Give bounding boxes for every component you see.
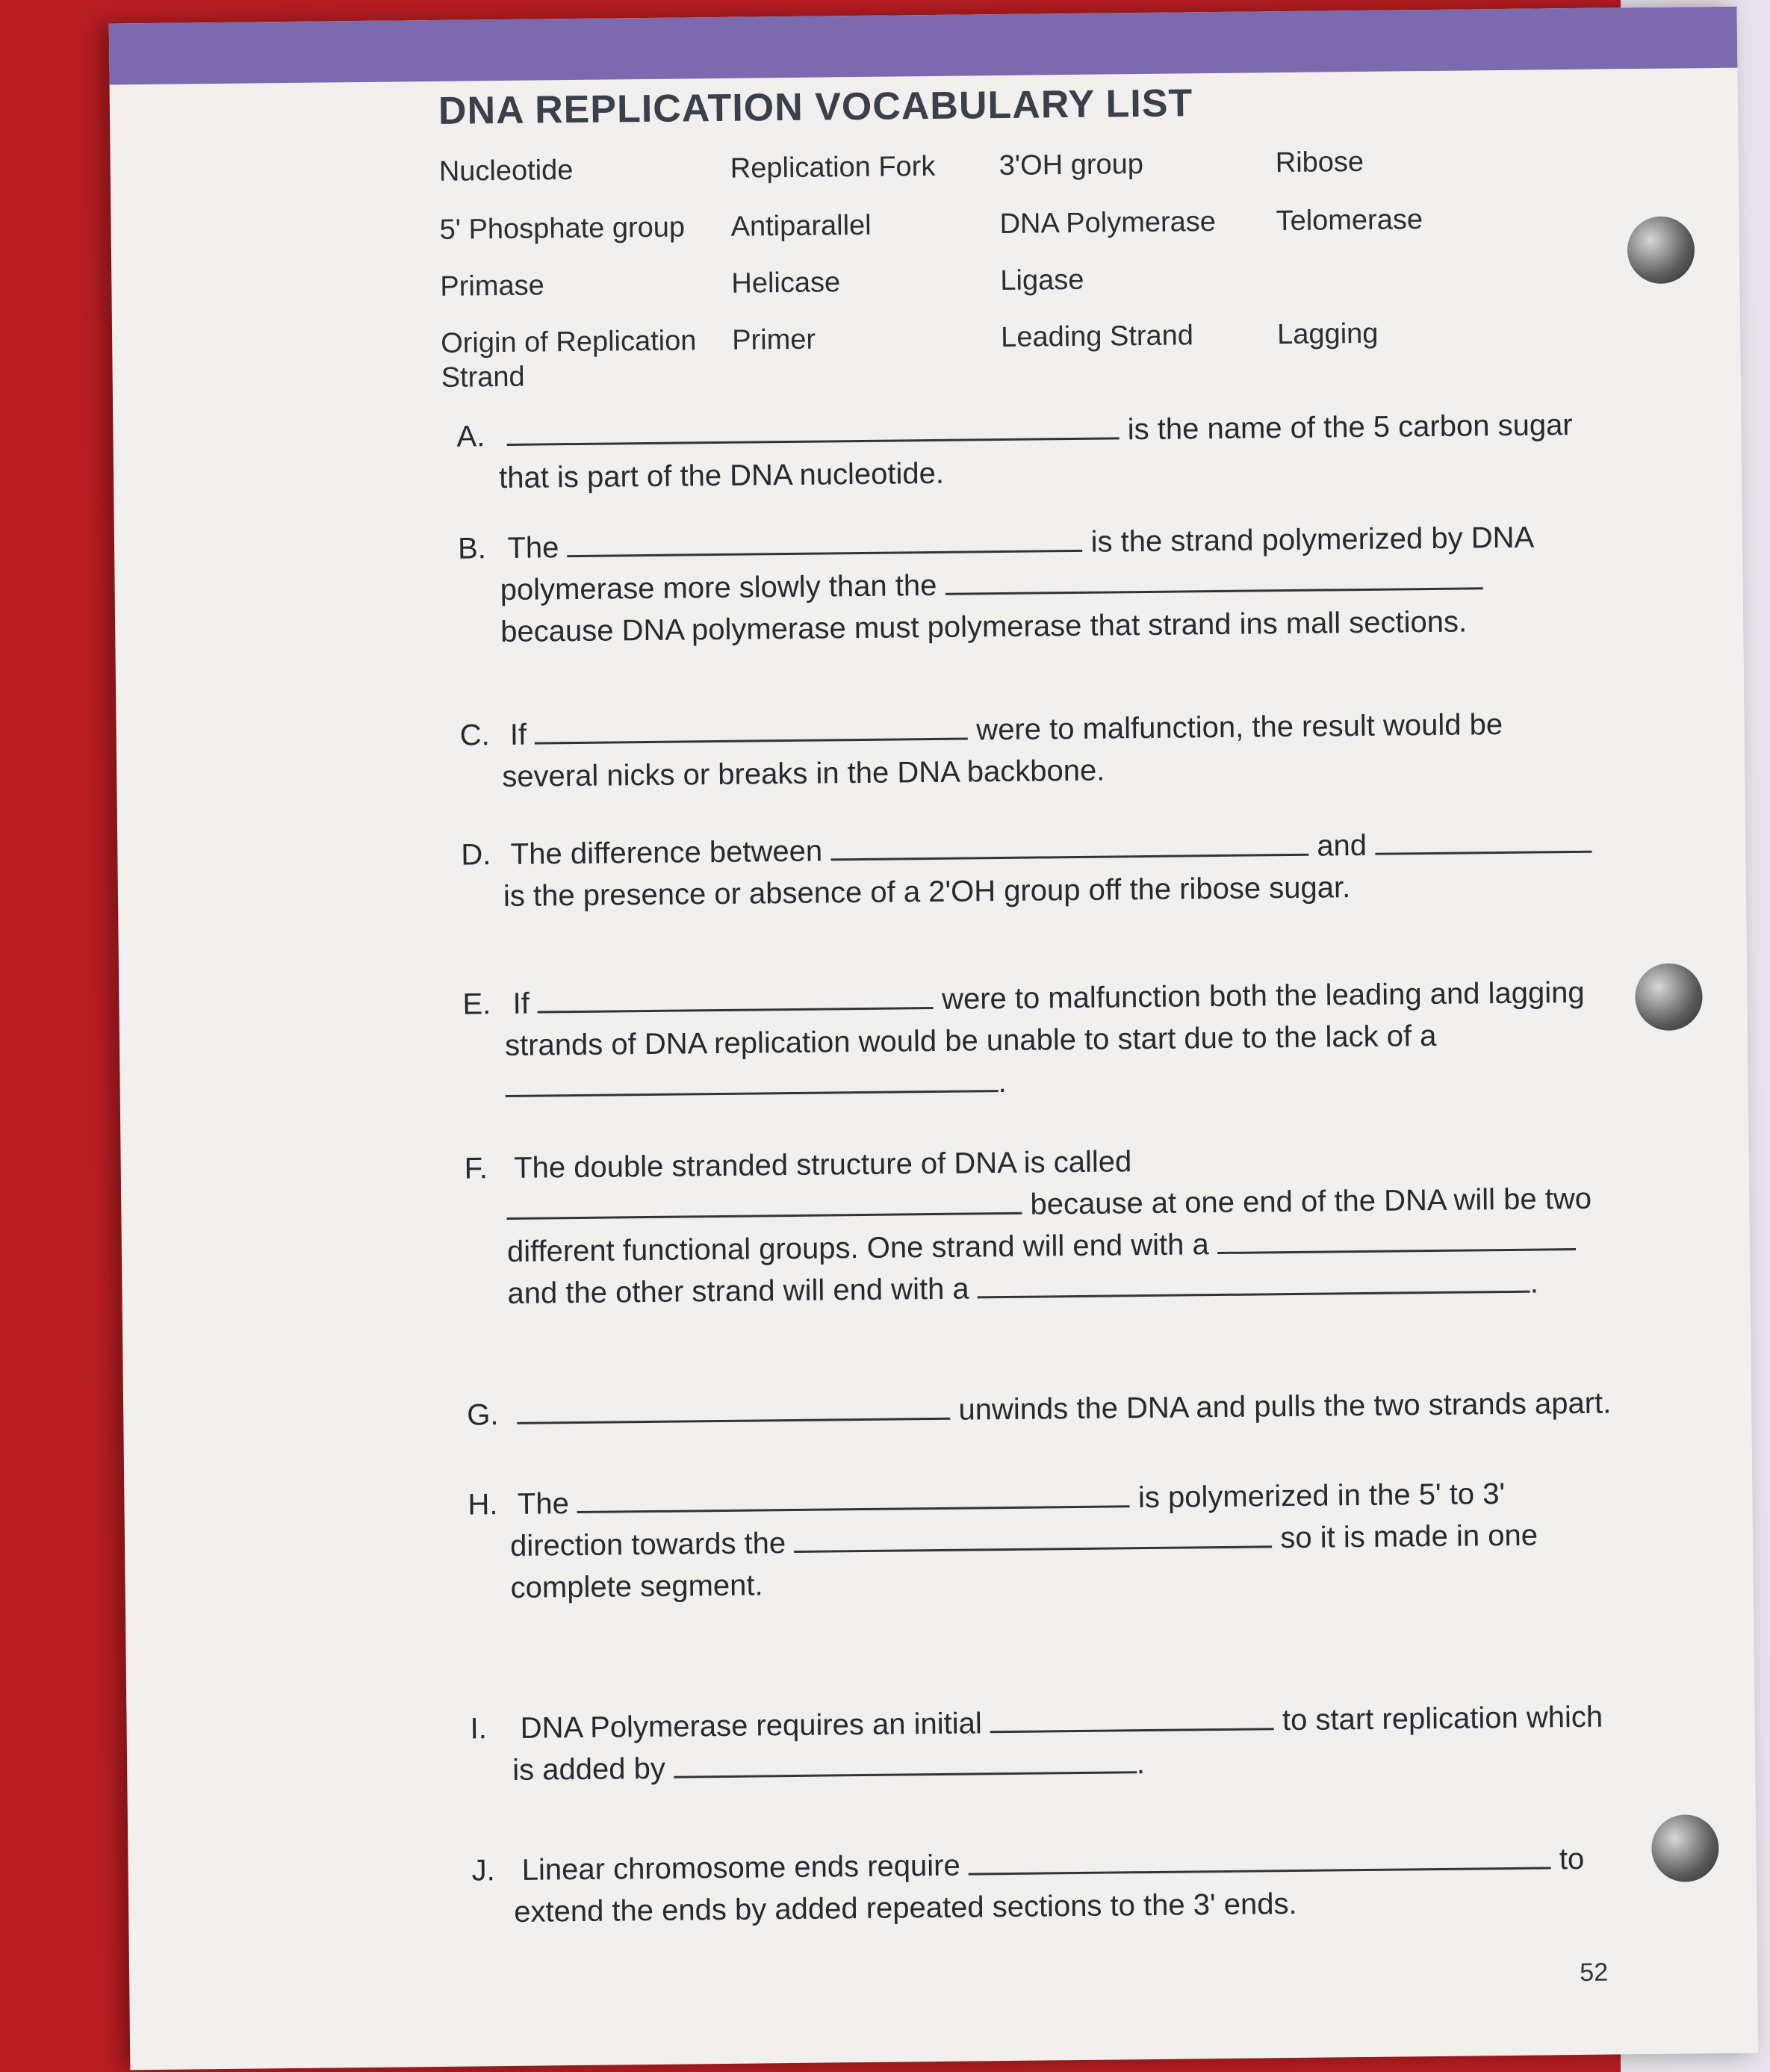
question-text: unwinds the DNA and pulls the two strands apart. bbox=[958, 1386, 1612, 1427]
question-text: were to malfunction, the result would be bbox=[976, 707, 1503, 747]
answer-blank[interactable] bbox=[1375, 828, 1592, 855]
worksheet-page bbox=[109, 7, 1759, 2071]
question-text: Linear chromosome ends require bbox=[521, 1849, 960, 1887]
question-text: is polymerized in the 5' to 3' bbox=[1137, 1477, 1506, 1515]
question-h bbox=[468, 1473, 1538, 1610]
question-letter: F. bbox=[464, 1152, 488, 1185]
vocab-word: Ligase bbox=[1000, 264, 1084, 297]
question-text: . bbox=[1136, 1747, 1146, 1781]
answer-blank[interactable] bbox=[945, 565, 1482, 595]
question-letter: E. bbox=[462, 987, 491, 1021]
question-text: is the strand polymerized by DNA bbox=[1090, 521, 1535, 559]
answer-blank[interactable] bbox=[538, 984, 934, 1014]
question-text: because DNA polymerase must polymerase that strand ins mall sections. bbox=[500, 605, 1468, 649]
question-i bbox=[470, 1696, 1603, 1792]
vocab-word: Helicase bbox=[731, 267, 841, 300]
question-text: . bbox=[1530, 1266, 1539, 1300]
answer-blank[interactable] bbox=[990, 1705, 1274, 1733]
vocab-word: DNA Polymerase bbox=[999, 205, 1217, 241]
question-text: and the other strand will end with a bbox=[507, 1272, 969, 1310]
answer-blank[interactable] bbox=[517, 1395, 950, 1424]
question-text: . bbox=[998, 1065, 1007, 1099]
question-text: and bbox=[1317, 828, 1367, 863]
question-c bbox=[459, 704, 1503, 798]
question-text: The bbox=[507, 531, 559, 565]
answer-blank[interactable] bbox=[567, 527, 1082, 557]
vocab-word: Strand bbox=[441, 361, 525, 394]
question-text: direction towards the bbox=[509, 1527, 786, 1563]
question-text: The difference between bbox=[510, 834, 823, 871]
question-e bbox=[462, 972, 1586, 1109]
question-text: The double stranded structure of DNA is called bbox=[513, 1145, 1132, 1185]
answer-blank[interactable] bbox=[506, 1190, 1022, 1220]
question-f bbox=[465, 1136, 1593, 1315]
vocab-word: Nucleotide bbox=[438, 154, 574, 187]
question-text: If bbox=[509, 718, 527, 751]
vocab-word: 3'OH group bbox=[999, 148, 1144, 182]
vocab-word: Ribose bbox=[1275, 146, 1364, 179]
question-letter: B. bbox=[457, 532, 487, 565]
question-text: is added by bbox=[512, 1752, 666, 1787]
question-letter: C. bbox=[459, 719, 490, 752]
answer-blank[interactable] bbox=[505, 1067, 998, 1097]
vocab-word: Primer bbox=[731, 323, 816, 356]
answer-blank[interactable] bbox=[674, 1749, 1137, 1778]
question-text: extend the ends by added repeated sections to the 3' ends. bbox=[513, 1887, 1297, 1929]
question-letter: D. bbox=[461, 838, 491, 872]
answer-blank[interactable] bbox=[978, 1268, 1530, 1299]
question-b bbox=[458, 517, 1535, 654]
question-text: that is part of the DNA nucleotide. bbox=[498, 456, 945, 495]
answer-blank[interactable] bbox=[830, 831, 1308, 861]
vocab-word: 5' Phosphate group bbox=[439, 211, 686, 246]
question-text: is the name of the 5 carbon sugar bbox=[1127, 408, 1573, 447]
binder-ring bbox=[1635, 963, 1703, 1031]
question-d bbox=[461, 822, 1592, 918]
question-letter: H. bbox=[468, 1488, 498, 1522]
question-letter: I. bbox=[470, 1712, 488, 1746]
question-text: strands of DNA replication would be unable to start due to the lack of a bbox=[504, 1019, 1437, 1063]
question-text: were to malfunction both the leading and lagging bbox=[941, 975, 1585, 1016]
vocab-word: Lagging bbox=[1276, 317, 1379, 351]
purple-header-band bbox=[109, 7, 1738, 85]
question-text: to bbox=[1559, 1842, 1585, 1876]
question-letter: A. bbox=[456, 420, 485, 453]
question-text: because at one end of the DNA will be two bbox=[1030, 1182, 1592, 1221]
question-text: DNA Polymerase requires an initial bbox=[520, 1707, 983, 1745]
question-text: so it is made in one bbox=[1280, 1519, 1538, 1555]
question-text: The bbox=[517, 1487, 570, 1521]
answer-blank[interactable] bbox=[794, 1523, 1272, 1553]
answer-blank[interactable] bbox=[969, 1844, 1551, 1875]
vocab-word: Origin of Replication bbox=[441, 325, 697, 359]
binder-ring bbox=[1627, 216, 1695, 284]
vocab-word: Replication Fork bbox=[730, 150, 936, 184]
question-letter: J. bbox=[471, 1854, 495, 1888]
vocab-word: Antiparallel bbox=[730, 209, 872, 243]
question-g bbox=[467, 1383, 1612, 1436]
question-j bbox=[471, 1838, 1585, 1934]
question-text: to start replication which bbox=[1282, 1700, 1603, 1737]
question-text: polymerase more slowly than the bbox=[500, 568, 937, 607]
question-text: complete segment. bbox=[510, 1569, 763, 1604]
question-text: is the presence or absence of a 2'OH group off the ribose sugar. bbox=[503, 871, 1351, 914]
question-text: different functional groups. One strand will end with a bbox=[506, 1228, 1209, 1268]
binder-ring bbox=[1651, 1814, 1719, 1882]
answer-blank[interactable] bbox=[1217, 1226, 1576, 1254]
question-text: If bbox=[512, 987, 530, 1020]
question-text: several nicks or breaks in the DNA backbone. bbox=[502, 754, 1105, 794]
answer-blank[interactable] bbox=[577, 1483, 1130, 1513]
vocab-word: Leading Strand bbox=[1000, 320, 1194, 354]
question-letter: G. bbox=[467, 1398, 499, 1432]
vocab-word: Telomerase bbox=[1276, 204, 1423, 238]
page-number: 52 bbox=[1580, 1958, 1609, 1988]
vocab-word: Primase bbox=[440, 270, 545, 303]
page-title: DNA REPLICATION VOCABULARY LIST bbox=[438, 81, 1193, 133]
question-a bbox=[456, 404, 1573, 500]
answer-blank[interactable] bbox=[535, 715, 968, 744]
answer-blank[interactable] bbox=[506, 415, 1119, 446]
